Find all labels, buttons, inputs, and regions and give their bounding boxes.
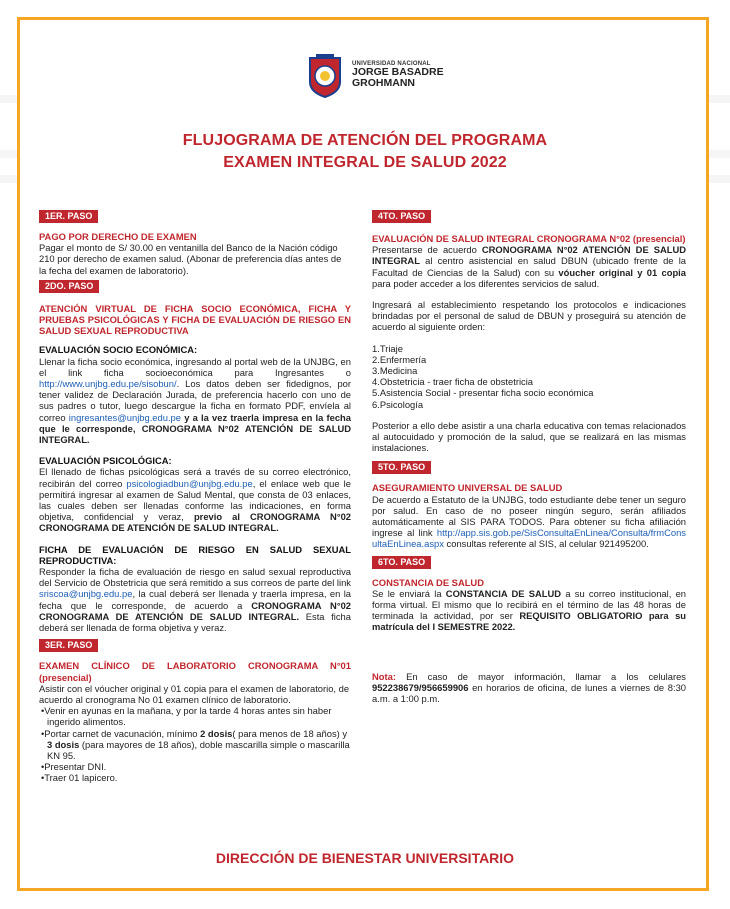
list-item: 6.Psicología	[372, 398, 424, 410]
subheading: FICHA DE EVALUACIÓN DE RIESGO EN SALUD SEXUAL REPRODUCTIVA:	[39, 543, 351, 566]
attention-order-list	[372, 343, 686, 410]
step-heading: ASEGURAMIENTO UNIVERSAL DE SALUD	[372, 482, 563, 494]
step-badge: 6TO. PASO	[372, 556, 431, 569]
paragraph: El llenado de fichas psicológicas será a través de su correo electrónico, recibirán del correo psicologiadbun@unjbg.edu.pe, el enlace web que le permitirá ingresar al examen de Salud Mental, que consta de 03 enlaces, las cuales deben ser llenadas conforme las indicaciones, en forma objetiva, confidencial y veraz, previo al CRONOGRAMA N°02 CRONOGRAMA DE ATENCIÓN DE SALUD INTEGRAL.	[39, 466, 351, 534]
email-link[interactable]: ingresantes@unjbg.edu.pe	[68, 411, 181, 423]
paragraph: De acuerdo a Estatuto de la UNJBG, todo estudiante debe tener un seguro por salud. En caso de no poseer ningún seguro, serán afiliados automáticamente al SIS PARA TODOS. Para obtener su ficha afiliación ingrese al link http://app.sis.gob.pe/SisConsultaEnLinea/Consulta/frmConsultaEnLinea.aspx consultas referente al SIS, al celular 921495200.	[372, 493, 686, 550]
paragraph: Se le enviará la CONSTANCIA DE SALUD a su correo institucional, en forma virtual. El mismo que lo recibirá en el término de las 48 horas de terminada la actividad, por ser REQUISITO OBLIGATORIO para su matrícula del I SEMESTRE 2022.	[372, 587, 687, 633]
title-line-1: FLUJOGRAMA DE ATENCIÓN DEL PROGRAMA	[182, 132, 548, 149]
university-label: UNIVERSIDAD NACIONAL	[352, 60, 431, 67]
list-item: 2.Enfermería	[372, 353, 427, 365]
step-badge: 4TO. PASO	[372, 210, 431, 223]
paragraph: Responder la ficha de evaluación de riesgo en salud sexual reproductiva del Servicio de Obstetricia que será remitido a sus correos de parte del link sriscoa@unjbg.edu.pe, la cual deberá ser llenada y traerla impresa, en la fecha que le corresponde, de acuerdo a CRONOGRAMA N°02 CRONOGRAMA DE ATENCIÓN DE SALUD INTEGRAL. Esta ficha deberá ser llenada de forma objetiva y veraz.	[39, 566, 351, 634]
list-item: 3.Medicina	[372, 365, 418, 377]
step-badge: 3ER. PASO	[39, 639, 98, 652]
list-item: •Venir en ayunas en la mañana, y por la tarde 4 horas antes sin haber ingerido alimentos.	[41, 705, 332, 728]
university-logo	[304, 52, 444, 98]
step-heading: PAGO POR DERECHO DE EXAMEN	[39, 231, 197, 242]
university-seal-icon	[304, 52, 346, 98]
email-link[interactable]: psicologiadbun@unjbg.edu.pe	[126, 477, 253, 489]
paragraph: Presentarse de acuerdo CRONOGRAMA N°02 ATENCIÓN DE SALUD INTEGRAL al centro asistencial en salud DBUN (ubicado frente de la Facultad de Ciencias de la Salud) con su vóucher original y 01 copia para poder acceder a los diferentes servicios de salud.	[372, 244, 686, 289]
step-heading: EVALUACIÓN DE SALUD INTEGRAL CRONOGRAMA N°02 (presencial)	[372, 233, 686, 244]
step-badge: 1ER. PASO	[39, 210, 98, 223]
step-heading: ATENCIÓN VIRTUAL DE FICHA SOCIO ECONÓMICA, FICHA Y PRUEBAS PSICOLÓGICAS Y FICHA DE EVALUACIÓN DE RIESGO EN SALUD SEXUAL REPRODUCTIVA	[39, 302, 351, 337]
footer-title: DIRECCIÓN DE BIENESTAR UNIVERSITARIO	[215, 850, 515, 866]
step-heading: EXAMEN CLÍNICO DE LABORATORIO CRONOGRAMA N°01 (presencial)	[39, 660, 351, 683]
right-column	[372, 210, 686, 704]
subheading: EVALUACIÓN SOCIO ECONÓMICA:	[39, 344, 198, 356]
subheading: EVALUACIÓN PSICOLÓGICA:	[39, 455, 172, 467]
list-item: •Traer 01 lapicero.	[41, 772, 118, 784]
document-title	[0, 130, 730, 174]
list-item: 1.Triaje	[372, 342, 403, 354]
email-link[interactable]: sriscoa@unjbg.edu.pe	[39, 588, 133, 600]
title-line-2: EXAMEN INTEGRAL DE SALUD 2022	[223, 154, 507, 171]
step-badge: 5TO. PASO	[372, 461, 431, 474]
sisobun-link[interactable]: http://www.unjbg.edu.pe/sisobun/	[39, 378, 177, 390]
paragraph: Posterior a ello debe asistir a una charla educativa con temas relacionados al autocuidado y promoción de la salud, que se realizará en las mismas instalaciones.	[372, 419, 686, 454]
paragraph: Llenar la ficha socio económica, ingresando al portal web de la UNJBG, en el link ficha socioeconómica para Ingresantes o http://www.unjbg.edu.pe/sisobun/. Los datos deben ser fidedignos, por tener validez de Declaración Jurada, de preferencia hacerlo con uno de sus padres o tutor, luego descargue la ficha en formato PDF, envíela al correo ingresantes@unjbg.edu.pe y a la vez traerla impresa en la fecha que le corresponde, CRONOGRAMA N°02 ATENCIÓN DE SALUD INTEGRAL.	[39, 355, 351, 446]
university-name-2: GROHMANN	[352, 77, 415, 90]
paragraph: Asistir con el vóucher original y 01 copia para el examen de laboratorio, de acuerdo al cronograma No 01 examen clínico de laboratorio.	[39, 682, 350, 705]
requirements-list	[39, 705, 351, 783]
paragraph: Ingresará al establecimiento respetando los protocolos e indicaciones brindadas por el personal de salud de DBUN y proseguirá su atención de acuerdo al siguiente orden:	[372, 299, 686, 333]
left-column	[39, 210, 351, 784]
note: Nota: En caso de mayor información, llamar a los celulares 952238679/956659906 en horarios de oficina, de lunes a viernes de 8:30 a.m. a 1:00 p.m.	[372, 670, 686, 705]
phone-numbers: 952238679/956659906	[372, 681, 469, 693]
list-item: 5.Asistencia Social - presentar ficha socio económica	[372, 387, 594, 399]
list-item: •Portar carnet de vacunación, mínimo 2 dosis( para menos de 18 años) y 3 dosis (para mayores de 18 años), doble mascarilla simple o mascarilla KN 95.	[41, 727, 350, 761]
step-text: Pagar el monto de S/ 30.00 en ventanilla del Banco de la Nación código 210 por derecho de examen salud. (Abonar de preferencia días antes de la fecha del examen de laboratorio).	[39, 242, 342, 276]
note-label: Nota:	[372, 670, 396, 682]
step-badge: 2DO. PASO	[39, 280, 99, 293]
list-item: 4.Obstetricia - traer ficha de obstetricia	[372, 376, 534, 388]
list-item: •Presentar DNI.	[41, 761, 107, 773]
sis-link[interactable]: http://app.sis.gob.pe/SisConsultaEnLinea/Consulta/frmConsultaEnLinea.aspx	[372, 527, 686, 550]
step-heading: CONSTANCIA DE SALUD	[372, 576, 484, 588]
university-name-1: JORGE BASADRE	[352, 66, 444, 79]
